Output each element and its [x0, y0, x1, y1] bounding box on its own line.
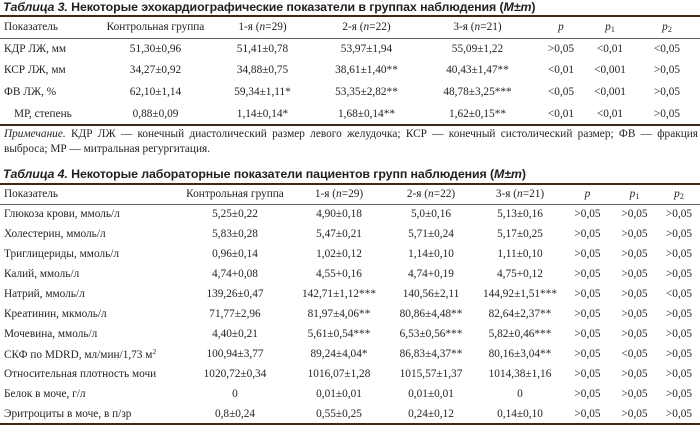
table4-cell-g3: 82,64±2,37**	[488, 308, 552, 320]
table3-note-text: КДР ЛЖ — конечный диастолический размер левого желудочка; КСР — конечный систолический размер; ФВ — фракция выброса; МР — митральная регургитация.	[4, 128, 698, 155]
table4-caption	[3, 167, 526, 181]
table4-header-control: Контрольная группа	[178, 184, 292, 204]
table4-cell-g2: 0,01±0,01	[408, 388, 454, 400]
table4-cell-g2: 5,71±0,24	[408, 228, 454, 240]
table4-header-indicator: Показатель	[0, 184, 178, 204]
table4-cell-g1: 5,61±0,54***	[307, 328, 371, 340]
table3-cell-g1: 1,14±0,14*	[211, 104, 314, 125]
table4-cell-g3: 5,13±0,16	[497, 208, 543, 221]
table3-cell-indicator: КДР ЛЖ, мм	[4, 42, 67, 55]
table3-cell-p2: >0,05	[653, 86, 681, 98]
table3-cell-control: 34,27±0,92	[129, 63, 182, 76]
table4-cell-control: 71,77±2,96	[209, 308, 261, 320]
table4-cell-g2: 140,56±2,11	[402, 288, 460, 300]
table3-header-indicator: Показатель	[0, 16, 100, 38]
table4-cell-g2: 86,83±4,37**	[399, 348, 463, 360]
table3-cell-g2: 1,68±0,14**	[314, 104, 419, 125]
table4-cell-p: >0,05	[574, 208, 601, 221]
table4-cell-p2: >0,05	[658, 404, 700, 424]
table4-cell-control: 0	[232, 388, 238, 400]
table4-cell-p1: >0,05	[621, 248, 648, 260]
table3-cell-indicator: ФВ ЛЖ, %	[4, 86, 57, 98]
table4-row	[0, 264, 700, 284]
table4-header-group3: 3-я (n=21)	[476, 184, 564, 204]
table3-header-group3: 3-я (n=21)	[419, 16, 536, 38]
table4-cell-g1: 4,90±0,18	[316, 208, 362, 221]
table4-cell-control: 139,26±0,47	[206, 288, 264, 300]
table4-cell-g1: 1016,07±1,28	[307, 368, 371, 380]
table3-caption-close: )	[531, 0, 536, 14]
table4-caption-close: )	[521, 167, 526, 181]
table3-cell-g1: 51,41±0,78	[236, 42, 289, 55]
table4-cell-control: 100,94±3,77	[206, 348, 264, 360]
table4-cell-p2: >0,05	[665, 248, 693, 260]
table4-cell-p: >0,05	[574, 388, 601, 400]
table4-cell-p1: >0,05	[621, 268, 648, 280]
table4-cell-indicator: Натрий, ммоль/л	[4, 288, 85, 300]
table3-row	[0, 59, 700, 80]
table4-row	[0, 364, 700, 384]
table4-header-p1: $p_1$	[611, 184, 658, 204]
table4-cell-control: 4,74+0,08	[212, 268, 258, 280]
table4-row	[0, 404, 700, 424]
table3	[0, 15, 700, 126]
table3-cell-g2: 38,61±1,40**	[335, 63, 398, 76]
table3-header-group1: 1-я (n=29)	[211, 16, 314, 38]
table4-cell-g3: 1,11±0,10	[497, 248, 543, 260]
table4-cell-g1: 4,55+0,16	[316, 268, 362, 280]
table3-cell-p1: <0,001	[594, 63, 626, 76]
table4-cell-control: 5,83±0,28	[212, 228, 258, 240]
table4-cell-p2: >0,05	[665, 308, 693, 320]
table4-cell-indicator: Креатинин, мкмоль/л	[4, 308, 107, 320]
table3-cell-p: >0,05	[547, 42, 575, 55]
table4-cell-p2: >0,05	[665, 208, 693, 221]
table4-header-p2: $p_2$	[658, 184, 700, 204]
table4-cell-p1: <0,05	[621, 348, 648, 360]
table4-cell-g2: 0,24±0,12	[386, 404, 476, 424]
table3-row	[0, 104, 700, 125]
table3-cell-control: 0,88±0,09	[100, 104, 211, 125]
table4-cell-p: >0,05	[574, 308, 601, 320]
table4-cell-control: 0,8±0,24	[178, 404, 292, 424]
table4-caption-mm: M±m	[494, 167, 522, 181]
table4-cell-p: >0,05	[574, 228, 601, 240]
table4-cell-g2: 5,0±0,16	[410, 208, 452, 221]
table4-cell-g2: 80,86±4,48**	[399, 308, 463, 320]
table4-cell-g3: 144,92±1,51***	[483, 288, 557, 300]
table4-cell-g1: 0,55±0,25	[292, 404, 386, 424]
table4-caption-label: Таблица 4.	[3, 167, 68, 181]
table4-cell-g2: 4,74+0,19	[408, 268, 454, 280]
table3-cell-indicator: МР, степень	[0, 104, 100, 125]
table4-cell-indicator: Калий, ммоль/л	[4, 268, 80, 280]
table3-cell-g2: 53,35±2,82**	[335, 86, 398, 98]
table3-caption	[3, 0, 535, 14]
table3-cell-g3: 48,78±3,25***	[443, 86, 512, 98]
table3-cell-p1: <0,001	[594, 86, 626, 98]
table3-row	[0, 38, 700, 59]
table3-cell-p2: >0,05	[653, 63, 681, 76]
table4-cell-p2: >0,05	[665, 368, 693, 380]
table3-cell-g3: 55,09±1,22	[451, 42, 504, 55]
table4-cell-p1: >0,05	[621, 308, 648, 320]
table3-cell-p: <0,01	[547, 63, 575, 76]
table4-row	[0, 244, 700, 264]
table4	[0, 183, 700, 425]
table4-cell-control: 5,25±0,22	[212, 208, 258, 221]
table4-cell-indicator: Мочевина, ммоль/л	[4, 328, 98, 340]
table3-header-control: Контрольная группа	[100, 16, 211, 38]
table4-cell-g3: 0,14±0,10	[476, 404, 564, 424]
table4-cell-indicator: Белок в моче, г/л	[4, 388, 86, 400]
table4-cell-g2: 6,53±0,56***	[399, 328, 463, 340]
table3-header-p2: $p_2$	[634, 16, 700, 38]
table4-cell-g3: 4,75+0,12	[497, 268, 543, 280]
table4-cell-g1: 5,47±0,21	[316, 228, 362, 240]
table4-cell-p1: >0,05	[621, 368, 648, 380]
table4-cell-p2: >0,05	[665, 328, 693, 340]
table3-cell-g3: 40,43±1,47**	[446, 63, 509, 76]
table4-cell-indicator: Эритроциты в моче, в п/зр	[0, 404, 178, 424]
table4-row	[0, 304, 700, 324]
table3-caption-mm: M±m	[503, 0, 532, 14]
table4-cell-control: 4,40±0,21	[212, 328, 258, 340]
table4-cell-p: >0,05	[574, 268, 601, 280]
table3-header-p: p	[536, 16, 586, 38]
table4-cell-g1: 0,01±0,01	[316, 388, 362, 400]
table3-cell-p1: <0,01	[596, 42, 624, 55]
table4-cell-p1: >0,05	[621, 328, 648, 340]
table4-cell-g3: 0	[517, 388, 523, 400]
table4-cell-p1: >0,05	[621, 288, 648, 300]
table3-caption-label: Таблица 3.	[3, 0, 68, 14]
table4-row	[0, 324, 700, 344]
table3-cell-p: <0,01	[536, 104, 586, 125]
table4-cell-p: >0,05	[574, 328, 601, 340]
table3-cell-p2: >0,05	[634, 104, 700, 125]
table4-cell-p1: >0,05	[621, 228, 648, 240]
table4-header-p: p	[564, 184, 611, 204]
table4-cell-indicator: Глюкоза крови, ммоль/л	[4, 208, 120, 221]
table4-row	[0, 344, 700, 364]
table4-header-group2: 2-я (n=22)	[386, 184, 476, 204]
table4-cell-p: >0,05	[574, 288, 601, 300]
table4-cell-g3: 80,16±3,04**	[488, 348, 552, 360]
table4-cell-g3: 5,82±0,46***	[488, 328, 552, 340]
table4-cell-g1: 81,97±4,06**	[307, 308, 371, 320]
table4-cell-g1: 89,24±4,04*	[310, 348, 368, 360]
table4-cell-p2: >0,05	[665, 268, 693, 280]
table4-cell-g3: 1014,38±1,16	[488, 368, 552, 380]
table4-header-group1: 1-я (n=29)	[292, 184, 386, 204]
table3-cell-g3: 1,62±0,15**	[419, 104, 536, 125]
table4-cell-p1: >0,05	[621, 388, 648, 400]
table4-cell-indicator: Холестерин, ммоль/л	[4, 228, 106, 240]
table3-note	[0, 127, 700, 157]
table4-cell-p: >0,05	[574, 368, 601, 380]
table3-note-label: Примечание.	[4, 128, 66, 140]
table3-row	[0, 80, 700, 104]
table3-cell-p: <0,05	[547, 86, 575, 98]
table4-cell-control: 1020,72±0,34	[203, 368, 267, 380]
table4-cell-p1: >0,05	[611, 404, 658, 424]
table3-caption-text: Некоторые эхокардиографические показатели в группах наблюдения (	[71, 0, 504, 14]
table4-row	[0, 384, 700, 404]
table4-cell-p: >0,05	[574, 248, 601, 260]
table3-header-p1: $p_1$	[586, 16, 634, 38]
table4-cell-indicator: Триглицериды, ммоль/л	[4, 248, 120, 260]
table4-cell-p: >0,05	[564, 404, 611, 424]
table4-cell-g2: 1,14±0,10	[408, 248, 454, 260]
table4-cell-p2: >0,05	[665, 228, 693, 240]
table3-cell-indicator: КСР ЛЖ, мм	[4, 63, 66, 76]
table4-cell-p1: >0,05	[621, 208, 648, 221]
table4-cell-p: >0,05	[574, 348, 601, 360]
table3-cell-control: 62,10±1,14	[129, 86, 182, 98]
table4-cell-p2: >0,05	[665, 348, 693, 360]
table3-header-group2: 2-я (n=22)	[314, 16, 419, 38]
table3-cell-g1: 34,88±0,75	[236, 63, 289, 76]
table3-cell-p1: <0,01	[586, 104, 634, 125]
table4-cell-g1: 142,71±1,12***	[302, 288, 376, 300]
table4-cell-p2: >0,05	[665, 388, 693, 400]
table3-cell-g2: 53,97±1,94	[340, 42, 393, 55]
table3-cell-control: 51,30±0,96	[129, 42, 182, 55]
table3-cell-p2: <0,05	[653, 42, 681, 55]
table4-cell-indicator: Относительная плотность мочи	[4, 368, 157, 380]
table4-row	[0, 284, 700, 304]
table4-caption-text: Некоторые лабораторные показатели пациентов групп наблюдения (	[71, 167, 495, 181]
table4-cell-g3: 5,17±0,25	[497, 228, 543, 240]
table4-row	[0, 204, 700, 224]
table4-cell-g1: 1,02±0,12	[316, 248, 362, 260]
table4-cell-control: 0,96±0,14	[212, 248, 258, 260]
table4-cell-indicator: СКФ по MDRD, мл/мин/1,73 $м^2$	[4, 347, 157, 361]
table4-cell-g2: 1015,57±1,37	[399, 368, 463, 380]
table4-row	[0, 224, 700, 244]
table3-cell-g1: 59,34±1,11*	[234, 86, 291, 98]
table4-cell-p2: <0,05	[665, 288, 693, 300]
